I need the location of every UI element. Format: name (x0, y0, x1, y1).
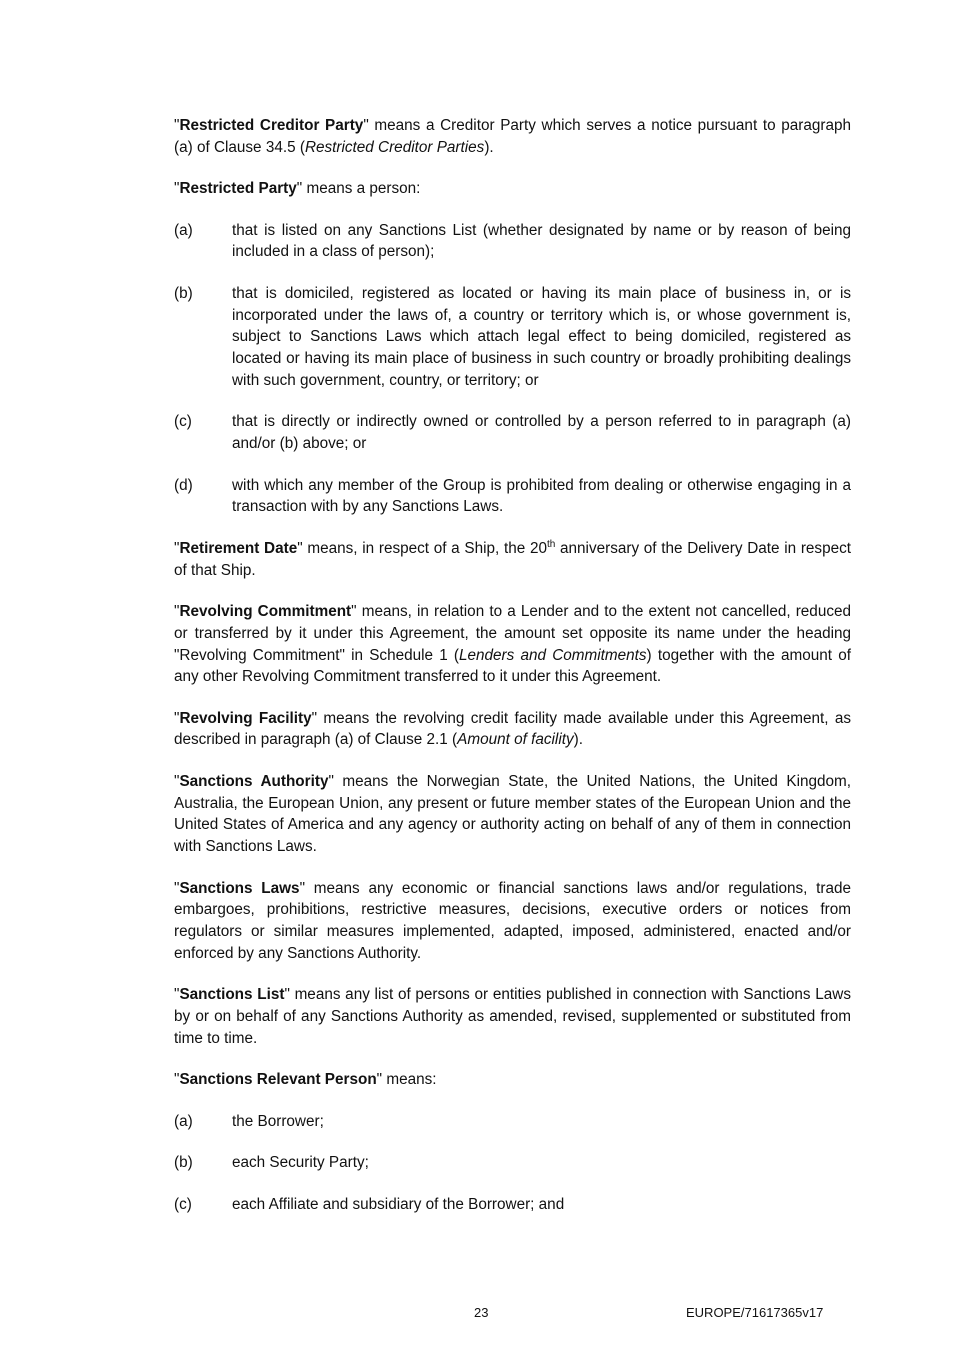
item-label: (d) (174, 476, 193, 494)
definition-retirement-date: "Retirement Date" means, in respect of a Ship, the 20th anniversary of the Delivery Date in respect of that Ship. (174, 538, 851, 579)
item-text: that is listed on any Sanctions List (whether designated by name or by reason of being included in a class of person); (232, 221, 851, 261)
term: Revolving Commitment (179, 602, 352, 620)
list-item (174, 411, 851, 455)
definition-sanctions-laws: "Sanctions Laws" means any economic or financial sanctions laws and/or regulations, trade embargoes, prohibitions, restrictive measures, decisions, executive orders or notices from regulators or similar measures implemented, adapted, imposed, administered, enacted and/or enforced by any Sanctions Authority. (174, 879, 852, 963)
list-item (174, 283, 851, 392)
item-text: that is directly or indirectly owned or controlled by a person referred to in paragraph (a) and/or (b) above; or (232, 413, 851, 453)
item-label: (c) (174, 1195, 192, 1213)
definition-restricted-creditor-party: "Restricted Creditor Party" means a Creditor Party which serves a notice pursuant to paragraph (a) of Clause 34.5 (Restricted Creditor Parties). (174, 117, 851, 156)
term: Revolving Facility (179, 709, 312, 727)
item-text: each Security Party; (232, 1154, 369, 1172)
item-label: (b) (174, 1154, 193, 1172)
list-item (174, 220, 851, 264)
term: Sanctions List (179, 986, 285, 1004)
term: Restricted Party (179, 180, 297, 198)
definition-sanctions-authority: "Sanctions Authority" means the Norwegian State, the United Nations, the United Kingdom, Australia, the European Union, any present or future member states of the European Union and the United States of America and any agency or authority acting on behalf of any of them in connection with Sanctions Laws. (174, 772, 851, 856)
term: Sanctions Authority (179, 772, 329, 790)
item-text: that is domiciled, registered as located or having its main place of business in, or is incorporated under the laws of, a country or territory which is, or whose government is, subject to Sanctions Laws which attach legal effect to being domiciled, registered as located or having its main place of business in such country or broadly prohibiting dealings with such government, country, or territory; or (232, 284, 851, 389)
list-item (174, 475, 851, 519)
definition-restricted-party: "Restricted Party" means a person: (174, 180, 421, 198)
definition-revolving-facility: "Revolving Facility" means the revolving credit facility made available under this Agreement, as described in paragraph (a) of Clause 2.1 (Amount of facility). (174, 709, 851, 749)
term: Sanctions Relevant Person (179, 1071, 377, 1089)
definition-sanctions-list: "Sanctions List" means any list of persons or entities published in connection with Sanctions Laws by or on behalf of any Sanctions Authority as amended, revised, supplemented or substituted from time to time. (174, 986, 851, 1048)
term: Retirement Date (179, 539, 298, 557)
document-reference: EUROPE/71617365v17 (686, 1305, 824, 1320)
list-item (174, 1111, 851, 1133)
definition-revolving-commitment: "Revolving Commitment" means, in relation to a Lender and to the extent not cancelled, reduced or transferred by it under this Agreement, the amount set opposite its name under the heading "Revolving Commitment" in Schedule 1 (Lenders and Commitments) together with the amount of any other Revolving Commitment transferred to it under this Agreement. (174, 602, 851, 686)
term: Sanctions Laws (179, 879, 300, 897)
definition-sanctions-relevant-person: "Sanctions Relevant Person" means: (174, 1071, 437, 1089)
item-text: with which any member of the Group is prohibited from dealing or otherwise engaging in a transaction with by any Sanctions Laws. (232, 476, 851, 516)
item-text: the Borrower; (232, 1112, 324, 1130)
page-number: 23 (474, 1305, 489, 1320)
item-label: (a) (174, 221, 193, 239)
term: Restricted Creditor Party (179, 117, 364, 134)
document-body (174, 115, 851, 1235)
item-label: (c) (174, 413, 192, 431)
item-text: each Affiliate and subsidiary of the Borrower; and (232, 1195, 565, 1213)
item-label: (b) (174, 284, 193, 302)
list-item (174, 1152, 851, 1174)
list-item (174, 1194, 851, 1216)
item-label: (a) (174, 1112, 193, 1130)
